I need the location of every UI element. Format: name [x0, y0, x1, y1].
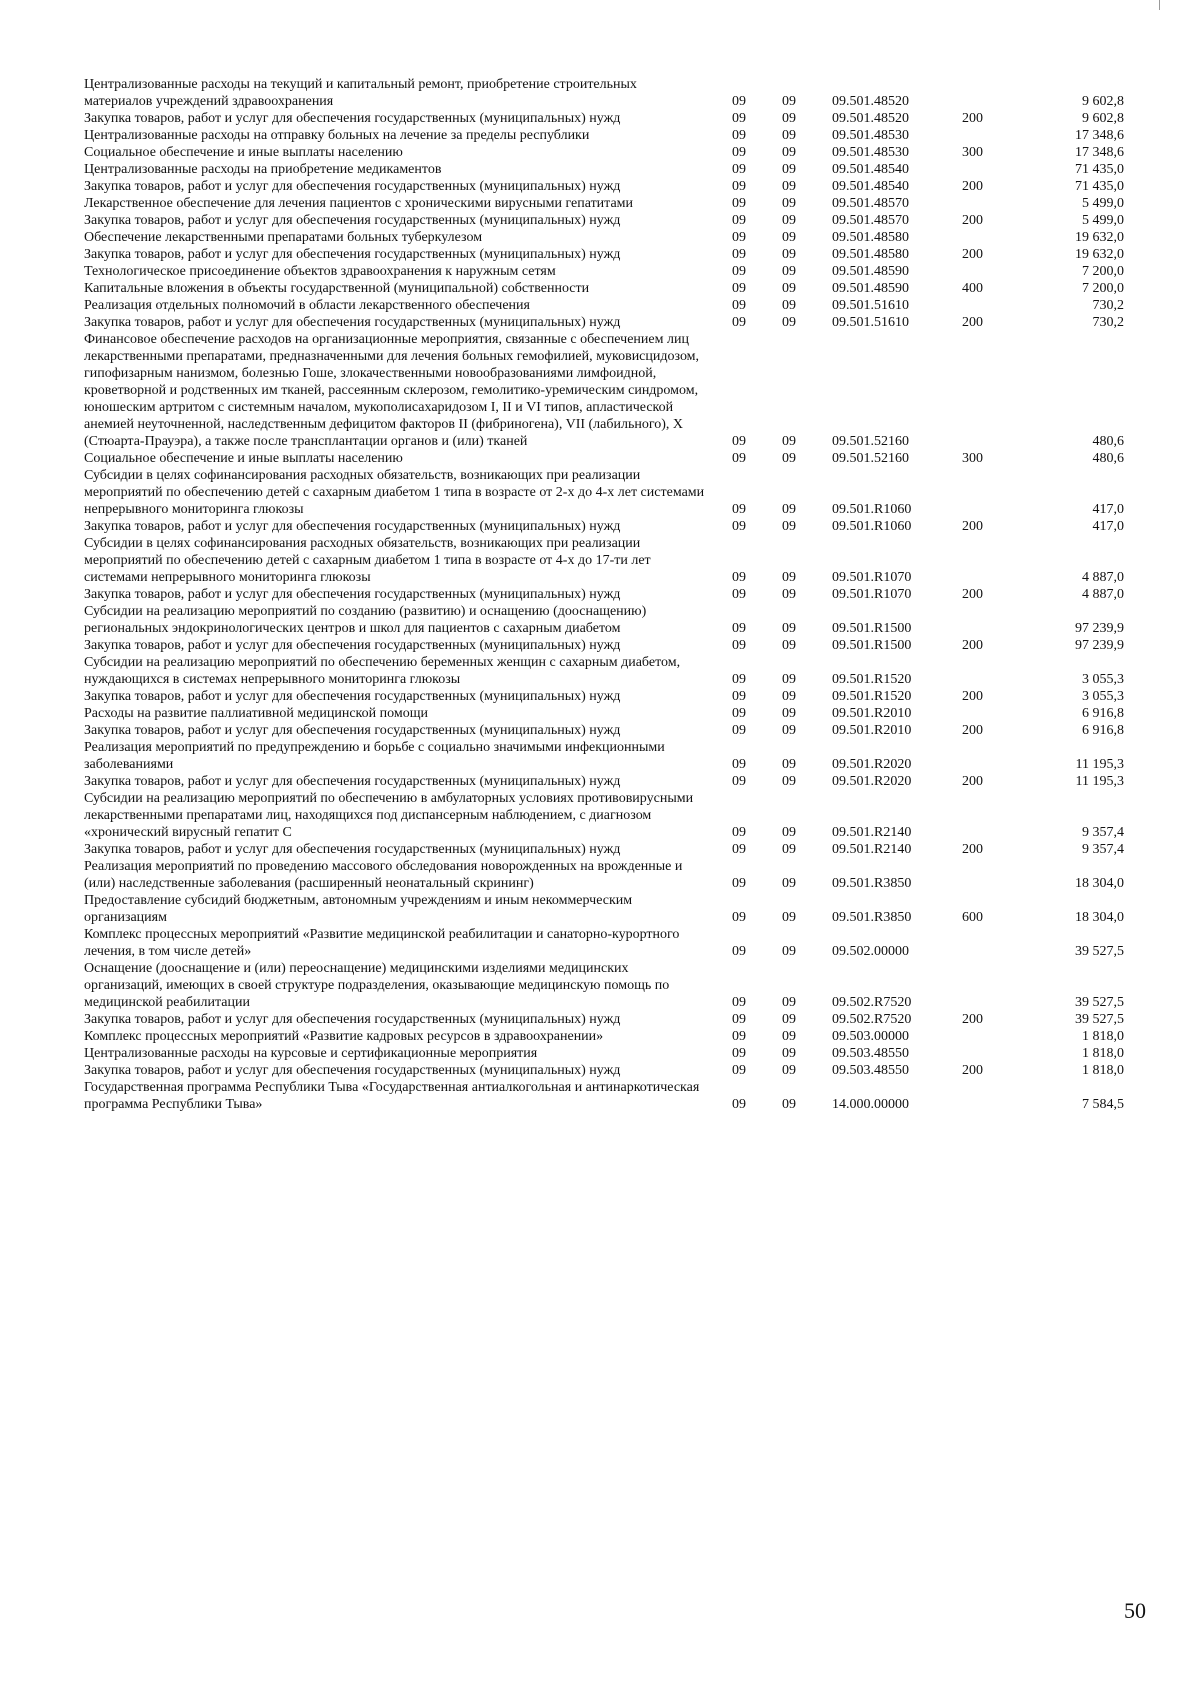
row-sum: 17 348,6 [1075, 145, 1124, 160]
row-sum: 19 632,0 [1075, 230, 1124, 245]
row-rz: 09 [732, 145, 746, 160]
table-row [84, 603, 1144, 637]
table-row [84, 110, 1144, 127]
row-rz: 09 [732, 757, 746, 772]
row-rz: 09 [732, 298, 746, 313]
row-csr: 09.501.R3850 [832, 876, 912, 891]
row-csr: 14.000.00000 [832, 1097, 909, 1112]
row-sum: 4 887,0 [1082, 570, 1124, 585]
row-vr: 200 [962, 774, 983, 789]
row-sum: 18 304,0 [1075, 876, 1124, 891]
row-sum: 9 602,8 [1082, 94, 1124, 109]
row-prz: 09 [782, 689, 796, 704]
row-csr: 09.501.R1520 [832, 689, 912, 704]
row-vr: 200 [962, 842, 983, 857]
row-csr: 09.501.R2020 [832, 757, 912, 772]
row-prz: 09 [782, 434, 796, 449]
table-row [84, 229, 1144, 246]
row-sum: 730,2 [1092, 315, 1124, 330]
row-sum: 3 055,3 [1082, 689, 1124, 704]
row-name: Закупка товаров, работ и услуг для обеспечения государственных (муниципальных) нужд [84, 842, 621, 857]
row-name: Обеспечение лекарственными препаратами больных туберкулезом [84, 230, 483, 245]
row-prz: 09 [782, 145, 796, 160]
row-prz: 09 [782, 196, 796, 211]
table-row [84, 926, 1144, 960]
row-sum: 1 818,0 [1082, 1029, 1124, 1044]
table-row [84, 280, 1144, 297]
table-row [84, 1028, 1144, 1045]
row-prz: 09 [782, 638, 796, 653]
table-row [84, 637, 1144, 654]
row-name: Комплекс процессных мероприятий «Развитие медицинской реабилитации и санаторно-курортного лечения, в том числе детей» [84, 927, 680, 959]
row-name: Финансовое обеспечение расходов на организационные мероприятия, связанные с обеспечением лиц лекарственными препаратами, предназначенными для лечения больных гемофилией, муковисцидозом, гипофизарным нанизмом, болезнью Гоше, злокачественными новообразованиями лимфоидной, кроветворной и родственных им тканей, рассеянным склерозом, гемолитико-уремическим синдромом, юношеским артритом с системным началом, мукополисахаридозом I, II и VI типов, апластической анемией неуточненной, наследственным дефицитом факторов II (фибриногена), VII (лабильного), X (Стюарта-Прауэра), а также после трансплантации органов и (или) тканей [84, 332, 700, 449]
row-prz: 09 [782, 162, 796, 177]
row-name: Субсидии на реализацию мероприятий по обеспечению в амбулаторных условиях противовирусными лекарственными препаратами лиц, находящихся под диспансерным наблюдением, с диагнозом «хронический вирусный гепатит С [84, 791, 694, 840]
row-rz: 09 [732, 587, 746, 602]
row-name: Комплекс процессных мероприятий «Развитие кадровых ресурсов в здравоохранении» [84, 1029, 604, 1044]
row-sum: 11 195,3 [1075, 757, 1124, 772]
table-row [84, 654, 1144, 688]
row-name: Капитальные вложения в объекты государственной (муниципальной) собственности [84, 281, 590, 296]
row-rz: 09 [732, 944, 746, 959]
row-vr: 200 [962, 1012, 983, 1027]
row-prz: 09 [782, 111, 796, 126]
row-prz: 09 [782, 264, 796, 279]
row-sum: 39 527,5 [1075, 995, 1124, 1010]
budget-table [84, 76, 1144, 1113]
row-rz: 09 [732, 1046, 746, 1061]
row-name: Субсидии в целях софинансирования расходных обязательств, возникающих при реализации мероприятий по обеспечению детей с сахарным диабетом 1 типа в возрасте от 4-х до 17-ти лет системами непрерывного мониторинга глюкозы [84, 536, 651, 585]
table-row [84, 195, 1144, 212]
row-rz: 09 [732, 621, 746, 636]
table-row [84, 1011, 1144, 1028]
row-sum: 417,0 [1092, 502, 1124, 517]
row-rz: 09 [732, 281, 746, 296]
row-vr: 200 [962, 519, 983, 534]
row-name: Закупка товаров, работ и услуг для обеспечения государственных (муниципальных) нужд [84, 638, 621, 653]
row-csr: 09.501.R2020 [832, 774, 912, 789]
row-sum: 71 435,0 [1075, 179, 1124, 194]
row-vr: 200 [962, 638, 983, 653]
row-sum: 39 527,5 [1075, 944, 1124, 959]
row-prz: 09 [782, 876, 796, 891]
row-csr: 09.501.R1070 [832, 570, 912, 585]
row-rz: 09 [732, 723, 746, 738]
row-rz: 09 [732, 196, 746, 211]
row-csr: 09.501.48590 [832, 281, 909, 296]
row-prz: 09 [782, 1097, 796, 1112]
row-prz: 09 [782, 910, 796, 925]
row-sum: 7 584,5 [1082, 1097, 1124, 1112]
row-sum: 4 887,0 [1082, 587, 1124, 602]
row-csr: 09.501.R3850 [832, 910, 912, 925]
row-rz: 09 [732, 995, 746, 1010]
row-prz: 09 [782, 995, 796, 1010]
row-name: Закупка товаров, работ и услуг для обеспечения государственных (муниципальных) нужд [84, 111, 621, 126]
row-rz: 09 [732, 910, 746, 925]
row-prz: 09 [782, 281, 796, 296]
row-name: Централизованные расходы на курсовые и сертификационные мероприятия [84, 1046, 538, 1061]
row-sum: 11 195,3 [1075, 774, 1124, 789]
row-prz: 09 [782, 179, 796, 194]
row-csr: 09.501.R1070 [832, 587, 912, 602]
row-csr: 09.501.R2010 [832, 723, 912, 738]
row-csr: 09.501.R1060 [832, 502, 912, 517]
row-name: Реализация мероприятий по предупреждению и борьбе с социально значимыми инфекционными заболеваниями [84, 740, 665, 772]
row-rz: 09 [732, 111, 746, 126]
row-csr: 09.503.48550 [832, 1063, 909, 1078]
row-csr: 09.501.48530 [832, 145, 909, 160]
row-rz: 09 [732, 672, 746, 687]
row-rz: 09 [732, 451, 746, 466]
row-rz: 09 [732, 1097, 746, 1112]
row-sum: 5 499,0 [1082, 213, 1124, 228]
row-rz: 09 [732, 1063, 746, 1078]
scan-corner-mark [1159, 0, 1160, 10]
row-sum: 71 435,0 [1075, 162, 1124, 177]
row-vr: 300 [962, 145, 983, 160]
row-vr: 200 [962, 1063, 983, 1078]
table-row [84, 161, 1144, 178]
row-csr: 09.502.R7520 [832, 995, 912, 1010]
row-name: Технологическое присоединение объектов здравоохранения к наружным сетям [84, 264, 556, 279]
row-prz: 09 [782, 502, 796, 517]
row-csr: 09.501.48540 [832, 162, 909, 177]
row-sum: 17 348,6 [1075, 128, 1124, 143]
table-row [84, 263, 1144, 280]
row-name: Реализация мероприятий по проведению массового обследования новорожденных на врожденные и (или) наследственные заболевания (расширенный неонатальный скрининг) [84, 859, 683, 891]
row-rz: 09 [732, 774, 746, 789]
row-prz: 09 [782, 1029, 796, 1044]
table-row [84, 246, 1144, 263]
row-prz: 09 [782, 944, 796, 959]
row-rz: 09 [732, 94, 746, 109]
row-name: Субсидии на реализацию мероприятий по обеспечению беременных женщин с сахарным диабетом, нуждающихся в системах непрерывного мониторинга глюкозы [84, 655, 681, 687]
table-row [84, 1045, 1144, 1062]
row-sum: 480,6 [1092, 451, 1124, 466]
table-row [84, 212, 1144, 229]
row-sum: 7 200,0 [1082, 281, 1124, 296]
row-csr: 09.501.52160 [832, 434, 909, 449]
table-row [84, 841, 1144, 858]
row-sum: 6 916,8 [1082, 723, 1124, 738]
row-name: Закупка товаров, работ и услуг для обеспечения государственных (муниципальных) нужд [84, 519, 621, 534]
row-prz: 09 [782, 587, 796, 602]
row-prz: 09 [782, 519, 796, 534]
row-name: Закупка товаров, работ и услуг для обеспечения государственных (муниципальных) нужд [84, 213, 621, 228]
row-rz: 09 [732, 842, 746, 857]
row-rz: 09 [732, 638, 746, 653]
row-name: Централизованные расходы на приобретение медикаментов [84, 162, 442, 177]
row-rz: 09 [732, 876, 746, 891]
row-sum: 19 632,0 [1075, 247, 1124, 262]
table-row [84, 178, 1144, 195]
row-prz: 09 [782, 723, 796, 738]
table-row [84, 960, 1144, 1011]
row-csr: 09.501.R1500 [832, 621, 912, 636]
row-sum: 39 527,5 [1075, 1012, 1124, 1027]
row-sum: 18 304,0 [1075, 910, 1124, 925]
row-csr: 09.501.R2010 [832, 706, 912, 721]
row-name: Государственная программа Республики Тыва «Государственная антиалкогольная и антинаркотическая программа Республики Тыва» [84, 1080, 700, 1112]
row-csr: 09.501.R1520 [832, 672, 912, 687]
row-prz: 09 [782, 706, 796, 721]
row-rz: 09 [732, 264, 746, 279]
row-name: Социальное обеспечение и иные выплаты населению [84, 145, 403, 160]
row-prz: 09 [782, 1063, 796, 1078]
row-rz: 09 [732, 1029, 746, 1044]
row-prz: 09 [782, 774, 796, 789]
row-csr: 09.502.00000 [832, 944, 909, 959]
row-name: Закупка товаров, работ и услуг для обеспечения государственных (муниципальных) нужд [84, 1063, 621, 1078]
row-sum: 9 602,8 [1082, 111, 1124, 126]
row-rz: 09 [732, 213, 746, 228]
row-csr: 09.501.R1500 [832, 638, 912, 653]
row-prz: 09 [782, 128, 796, 143]
row-vr: 600 [962, 910, 983, 925]
row-name: Реализация отдельных полномочий в области лекарственного обеспечения [84, 298, 530, 313]
row-name: Оснащение (дооснащение и (или) переоснащение) медицинскими изделиями медицинских организаций, имеющих в своей структуре подразделения, оказывающие медицинскую помощь по медицинской реабилитации [84, 961, 670, 1010]
row-vr: 300 [962, 451, 983, 466]
row-rz: 09 [732, 128, 746, 143]
row-name: Закупка товаров, работ и услуг для обеспечения государственных (муниципальных) нужд [84, 774, 621, 789]
row-prz: 09 [782, 230, 796, 245]
table-row [84, 688, 1144, 705]
row-vr: 400 [962, 281, 983, 296]
table-row [84, 790, 1144, 841]
table-row [84, 450, 1144, 467]
row-sum: 5 499,0 [1082, 196, 1124, 211]
table-row [84, 858, 1144, 892]
row-vr: 200 [962, 213, 983, 228]
page-number: 50 [1124, 1598, 1146, 1623]
table-row [84, 739, 1144, 773]
row-csr: 09.501.48520 [832, 94, 909, 109]
row-name: Закупка товаров, работ и услуг для обеспечения государственных (муниципальных) нужд [84, 723, 621, 738]
row-rz: 09 [732, 179, 746, 194]
row-name: Централизованные расходы на текущий и капитальный ремонт, приобретение строительных материалов учреждений здравоохранения [84, 77, 637, 109]
row-prz: 09 [782, 213, 796, 228]
row-prz: 09 [782, 672, 796, 687]
row-rz: 09 [732, 1012, 746, 1027]
table-row [84, 76, 1144, 110]
row-vr: 200 [962, 689, 983, 704]
row-name: Субсидии на реализацию мероприятий по созданию (развитию) и оснащению (дооснащению) региональных эндокринологических центров и школ для пациентов с сахарным диабетом [84, 604, 647, 636]
row-vr: 200 [962, 179, 983, 194]
row-prz: 09 [782, 1012, 796, 1027]
table-row [84, 892, 1144, 926]
row-csr: 09.503.00000 [832, 1029, 909, 1044]
table-row [84, 314, 1144, 331]
row-csr: 09.501.51610 [832, 298, 909, 313]
row-name: Расходы на развитие паллиативной медицинской помощи [84, 706, 428, 721]
row-csr: 09.503.48550 [832, 1046, 909, 1061]
table-row [84, 331, 1144, 450]
table-row [84, 722, 1144, 739]
table-row [84, 1079, 1144, 1113]
row-rz: 09 [732, 502, 746, 517]
row-rz: 09 [732, 315, 746, 330]
row-sum: 1 818,0 [1082, 1063, 1124, 1078]
row-csr: 09.501.48590 [832, 264, 909, 279]
row-prz: 09 [782, 1046, 796, 1061]
row-sum: 7 200,0 [1082, 264, 1124, 279]
row-vr: 200 [962, 111, 983, 126]
row-csr: 09.501.R1060 [832, 519, 912, 534]
row-rz: 09 [732, 706, 746, 721]
row-name: Закупка товаров, работ и услуг для обеспечения государственных (муниципальных) нужд [84, 179, 621, 194]
row-name: Социальное обеспечение и иные выплаты населению [84, 451, 403, 466]
row-csr: 09.501.48540 [832, 179, 909, 194]
row-csr: 09.501.R2140 [832, 825, 912, 840]
table-row [84, 467, 1144, 518]
row-name: Субсидии в целях софинансирования расходных обязательств, возникающих при реализации мероприятий по обеспечению детей с сахарным диабетом 1 типа в возрасте от 2-х до 4-х лет системами непрерывного мониторинга глюкозы [84, 468, 705, 517]
row-sum: 417,0 [1092, 519, 1124, 534]
row-name: Предоставление субсидий бюджетным, автономным учреждениям и иным некоммерческим организациям [84, 893, 633, 925]
row-prz: 09 [782, 757, 796, 772]
row-sum: 730,2 [1092, 298, 1124, 313]
row-csr: 09.501.R2140 [832, 842, 912, 857]
row-vr: 200 [962, 587, 983, 602]
table-row [84, 144, 1144, 161]
row-csr: 09.501.48570 [832, 196, 909, 211]
row-sum: 9 357,4 [1082, 825, 1124, 840]
row-name: Централизованные расходы на отправку больных на лечение за пределы республики [84, 128, 590, 143]
row-rz: 09 [732, 519, 746, 534]
row-csr: 09.502.R7520 [832, 1012, 912, 1027]
row-vr: 200 [962, 315, 983, 330]
row-rz: 09 [732, 230, 746, 245]
row-name: Закупка товаров, работ и услуг для обеспечения государственных (муниципальных) нужд [84, 689, 621, 704]
row-prz: 09 [782, 570, 796, 585]
row-sum: 1 818,0 [1082, 1046, 1124, 1061]
row-prz: 09 [782, 842, 796, 857]
table-row [84, 586, 1144, 603]
table-row [84, 773, 1144, 790]
row-rz: 09 [732, 434, 746, 449]
row-sum: 9 357,4 [1082, 842, 1124, 857]
row-csr: 09.501.48570 [832, 213, 909, 228]
row-name: Закупка товаров, работ и услуг для обеспечения государственных (муниципальных) нужд [84, 247, 621, 262]
row-prz: 09 [782, 94, 796, 109]
row-prz: 09 [782, 315, 796, 330]
table-row [84, 705, 1144, 722]
row-sum: 97 239,9 [1075, 621, 1124, 636]
row-vr: 200 [962, 247, 983, 262]
row-sum: 3 055,3 [1082, 672, 1124, 687]
row-prz: 09 [782, 825, 796, 840]
table-row [84, 535, 1144, 586]
row-sum: 480,6 [1092, 434, 1124, 449]
table-row [84, 518, 1144, 535]
table-row [84, 297, 1144, 314]
row-vr: 200 [962, 723, 983, 738]
row-csr: 09.501.51610 [832, 315, 909, 330]
row-rz: 09 [732, 570, 746, 585]
row-csr: 09.501.52160 [832, 451, 909, 466]
row-rz: 09 [732, 247, 746, 262]
row-name: Закупка товаров, работ и услуг для обеспечения государственных (муниципальных) нужд [84, 587, 621, 602]
row-csr: 09.501.48580 [832, 230, 909, 245]
row-sum: 6 916,8 [1082, 706, 1124, 721]
row-csr: 09.501.48530 [832, 128, 909, 143]
row-prz: 09 [782, 621, 796, 636]
row-rz: 09 [732, 689, 746, 704]
row-rz: 09 [732, 162, 746, 177]
row-sum: 97 239,9 [1075, 638, 1124, 653]
table-row [84, 127, 1144, 144]
row-csr: 09.501.48520 [832, 111, 909, 126]
row-prz: 09 [782, 247, 796, 262]
row-csr: 09.501.48580 [832, 247, 909, 262]
row-name: Лекарственное обеспечение для лечения пациентов с хроническими вирусными гепатитами [84, 196, 634, 211]
row-rz: 09 [732, 825, 746, 840]
row-prz: 09 [782, 451, 796, 466]
row-name: Закупка товаров, работ и услуг для обеспечения государственных (муниципальных) нужд [84, 1012, 621, 1027]
row-prz: 09 [782, 298, 796, 313]
row-name: Закупка товаров, работ и услуг для обеспечения государственных (муниципальных) нужд [84, 315, 621, 330]
table-row [84, 1062, 1144, 1079]
